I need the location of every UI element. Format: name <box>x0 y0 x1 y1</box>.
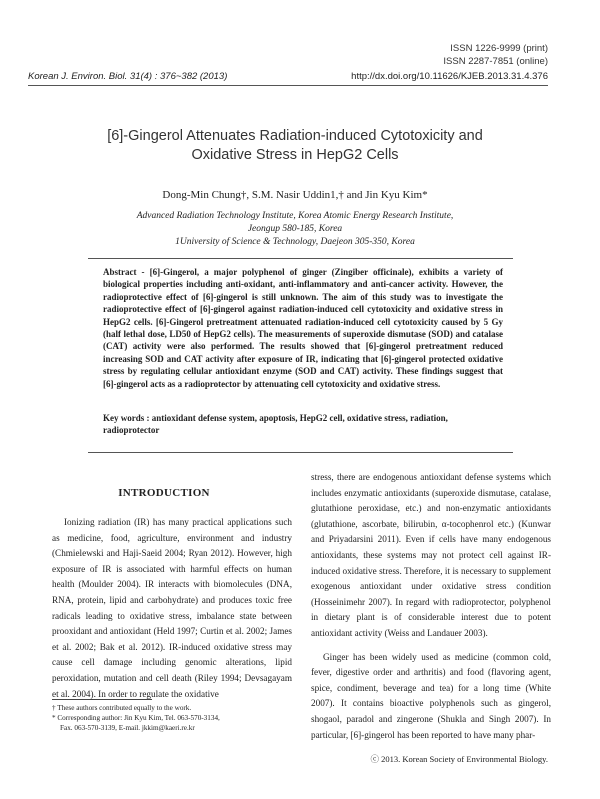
journal-citation: Korean J. Environ. Biol. 31(4) : 376~382 (2013) <box>28 71 228 82</box>
right-column <box>311 470 551 743</box>
issn-online: ISSN 2287-7851 (online) <box>443 56 548 67</box>
abstract-bottom-rule <box>88 452 513 453</box>
authors: Dong-Min Chung†, S.M. Nasir Uddin1,† and Jin Kyu Kim* <box>162 189 428 201</box>
right-paragraph-2: Ginger has been widely used as medicine (common cold, fever, digestive order and arthritis) and food (flavoring agent, spice, condiment, beverage and tea) for a long time (White 2007). It contains bioactive polyphenols such as gingerol, shogaol, paradol and zingerone (Shukla and Singh 2007). In particular, [6]-gingerol has been reported to have many phar- <box>311 651 551 740</box>
keywords <box>103 412 503 437</box>
header-rule <box>28 85 548 86</box>
doi-link[interactable]: http://dx.doi.org/10.11626/KJEB.2013.31.4.376 <box>351 71 548 82</box>
keywords-label: Key words : <box>103 413 150 423</box>
article-title-line-1: [6]-Gingerol Attenuates Radiation-induced Cytotoxicity and <box>107 128 483 144</box>
footnote-contact: Fax. 063-570-3139, E-mail. jkkim@kaeri.re.kr <box>60 724 195 732</box>
affiliation-1-line-1: Advanced Radiation Technology Institute, Korea Atomic Energy Research Institute, <box>136 211 454 221</box>
abstract-text: Abstract - [6]-Gingerol, a major polyphenol of ginger (Zingiber officinale), exhibits a variety of biological properties including anti-oxidant, anti-inflammatory and anti-cancer activity. However, the radioprotective effect of [6]-gingerol is still unknown. The aim of this study was to investigate the radioprotective effect of [6]-gingerol against radiation-induced cell cytotoxicity and oxidative stress in HepG2 cells. [6]-Gingerol pretreatment attenuated radiation-induced cell cytotoxicity caused by 5 Gy (half lethal dose, LD50 of HepG2 cells). The measurements of superoxide dismutase (SOD) and catalase (CAT) activity were also performed. The results showed that [6]-gingerol pretreatment reduced increasing SOD and CAT activity after exposure of IR, indicating that [6]-gingerol protected oxidative stress by regulating cellular antioxidant enzyme (SOD and CAT) activity. These findings suggest that [6]-gingerol acts as a radioprotector by attenuating cell cytotoxicity and oxidative stress. <box>103 267 503 389</box>
affiliation-1-line-2: Jeongup 580-185, Korea <box>247 224 343 234</box>
article-title-line-2: Oxidative Stress in HepG2 Cells <box>191 147 399 163</box>
abstract-top-rule <box>88 258 513 259</box>
footnote-rule <box>52 699 152 700</box>
footnote-equal-contribution: † These authors contributed equally to the work. <box>52 704 192 712</box>
keywords-list: antioxidant defense system, apoptosis, HepG2 cell, oxidative stress, radiation, radioprotector <box>103 413 448 436</box>
right-paragraph-1: stress, there are endogenous antioxidant defense systems which includes enzymatic antioxidants (superoxide dismutase, catalase, glutathione peroxidase, etc.) and non-enzymatic antioxidants (glutathione, ascorbate, bilirubin, α-tocophenrol etc.) (Kunwar and Priyadarsini 2011). Even if cells have many endogenous antioxidants, these systems may not protect cell against IR-induced oxidative stress. Therefore, it is necessary to supplement exogenous antioxidant under oxidative stress condition (Hosseinimehr 2007). In regard with radioprotector, polyphenol in dietary plant is of considerable interest due to potent antioxidant activity (Weiss and Landauer 2003). <box>311 472 551 638</box>
footnote-corresponding-author: * Corresponding author: Jin Kyu Kim, Tel. 063-570-3134, <box>52 714 220 722</box>
section-heading-introduction: INTRODUCTION <box>118 487 210 499</box>
left-paragraph-1: Ionizing radiation (IR) has many practical applications such as medicine, food, agriculture, environment and industry (Chmielewski and Haji-Saeid 2004; Ryan 2012). However, high exposure of IR is associated with harmful effects on human health (Moulder 2004). IR interacts with biomolecules (DNA, RNA, protein, lipid and carbohydrate) and produces toxic free radicals leading to oxidative stress, imbalance state between prooxidant and antioxidant (Held 1997; Curtin et al. 2002; James et al. 2002; Bak et al. 2012). IR-induced oxidative stress may cause cell damage including genomic alterations, lipid peroxidation, mutation and cell death (Riley 1994; Devsagayam et al. 2004). In order to regulate the oxidative <box>52 517 292 699</box>
left-column <box>52 515 292 702</box>
copyright: ⓒ 2013. Korean Society of Environmental Biology. <box>370 754 548 764</box>
affiliation-2: 1University of Science & Technology, Daejeon 305-350, Korea <box>175 237 415 247</box>
issn-print: ISSN 1226-9999 (print) <box>450 43 548 54</box>
